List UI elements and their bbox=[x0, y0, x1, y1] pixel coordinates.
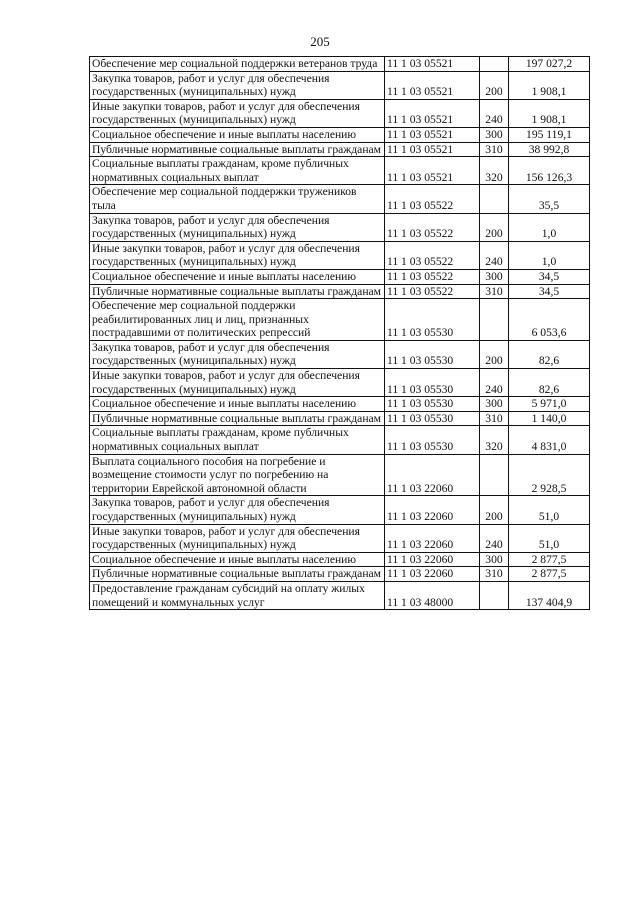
row-name-cell: Выплата социального пособия на погребение и возмещение стоимости услуг по погребению на территории Еврейской автономной области bbox=[90, 454, 385, 496]
table-row bbox=[90, 71, 590, 99]
row-name-cell: Обеспечение мер социальной поддержки реабилитированных лиц и лиц, признанных пострадавшими от политических репрессий bbox=[90, 299, 385, 341]
row-sum-cell: 1 908,1 bbox=[509, 71, 590, 99]
row-expense-type-cell: 300 bbox=[480, 127, 509, 142]
table-row bbox=[90, 157, 590, 185]
row-expense-type-cell: 200 bbox=[480, 496, 509, 524]
budget-table bbox=[89, 56, 590, 610]
row-expense-type-cell: 200 bbox=[480, 71, 509, 99]
table-row bbox=[90, 426, 590, 454]
row-name-cell: Иные закупки товаров, работ и услуг для обеспечения государственных (муниципальных) нужд bbox=[90, 241, 385, 269]
row-name-cell: Публичные нормативные социальные выплаты гражданам bbox=[90, 284, 385, 299]
row-sum-cell: 195 119,1 bbox=[509, 127, 590, 142]
row-expense-type-cell: 310 bbox=[480, 284, 509, 299]
row-expense-type-cell: 310 bbox=[480, 567, 509, 582]
row-name-cell: Публичные нормативные социальные выплаты гражданам bbox=[90, 567, 385, 582]
table-row bbox=[90, 99, 590, 127]
row-sum-cell: 34,5 bbox=[509, 269, 590, 284]
row-name-cell: Публичные нормативные социальные выплаты гражданам bbox=[90, 142, 385, 157]
row-name-cell: Публичные нормативные социальные выплаты гражданам bbox=[90, 411, 385, 426]
row-code-cell: 11 1 03 05530 bbox=[385, 369, 480, 397]
row-expense-type-cell bbox=[480, 454, 509, 496]
row-code-cell: 11 1 03 22060 bbox=[385, 496, 480, 524]
row-expense-type-cell: 310 bbox=[480, 142, 509, 157]
row-name-cell: Иные закупки товаров, работ и услуг для обеспечения государственных (муниципальных) нужд bbox=[90, 369, 385, 397]
row-code-cell: 11 1 03 05530 bbox=[385, 426, 480, 454]
row-code-cell: 11 1 03 05522 bbox=[385, 185, 480, 213]
row-sum-cell: 82,6 bbox=[509, 340, 590, 368]
table-row bbox=[90, 185, 590, 213]
row-name-cell: Закупка товаров, работ и услуг для обеспечения государственных (муниципальных) нужд bbox=[90, 496, 385, 524]
table-row bbox=[90, 496, 590, 524]
row-code-cell: 11 1 03 48000 bbox=[385, 581, 480, 609]
row-name-cell: Предоставление гражданам субсидий на оплату жилых помещений и коммунальных услуг bbox=[90, 581, 385, 609]
row-sum-cell: 1 908,1 bbox=[509, 99, 590, 127]
table-row bbox=[90, 552, 590, 567]
row-code-cell: 11 1 03 05530 bbox=[385, 397, 480, 412]
table-row bbox=[90, 340, 590, 368]
row-sum-cell: 1,0 bbox=[509, 213, 590, 241]
row-sum-cell: 5 971,0 bbox=[509, 397, 590, 412]
table-row bbox=[90, 524, 590, 552]
table-row bbox=[90, 369, 590, 397]
table-row bbox=[90, 127, 590, 142]
row-name-cell: Закупка товаров, работ и услуг для обеспечения государственных (муниципальных) нужд bbox=[90, 213, 385, 241]
row-expense-type-cell bbox=[480, 185, 509, 213]
row-code-cell: 11 1 03 22060 bbox=[385, 552, 480, 567]
table-row bbox=[90, 299, 590, 341]
row-code-cell: 11 1 03 05522 bbox=[385, 269, 480, 284]
row-expense-type-cell: 240 bbox=[480, 241, 509, 269]
row-expense-type-cell: 240 bbox=[480, 524, 509, 552]
table-row bbox=[90, 284, 590, 299]
row-sum-cell: 35,5 bbox=[509, 185, 590, 213]
row-sum-cell: 137 404,9 bbox=[509, 581, 590, 609]
row-name-cell: Социальные выплаты гражданам, кроме публичных нормативных социальных выплат bbox=[90, 426, 385, 454]
row-name-cell: Иные закупки товаров, работ и услуг для обеспечения государственных (муниципальных) нужд bbox=[90, 99, 385, 127]
row-sum-cell: 34,5 bbox=[509, 284, 590, 299]
table-row bbox=[90, 411, 590, 426]
row-sum-cell: 1,0 bbox=[509, 241, 590, 269]
row-sum-cell: 38 992,8 bbox=[509, 142, 590, 157]
row-name-cell: Социальное обеспечение и иные выплаты населению bbox=[90, 397, 385, 412]
row-code-cell: 11 1 03 22060 bbox=[385, 454, 480, 496]
row-sum-cell: 51,0 bbox=[509, 524, 590, 552]
row-expense-type-cell: 300 bbox=[480, 552, 509, 567]
row-code-cell: 11 1 03 05521 bbox=[385, 71, 480, 99]
row-sum-cell: 4 831,0 bbox=[509, 426, 590, 454]
row-code-cell: 11 1 03 22060 bbox=[385, 567, 480, 582]
row-code-cell: 11 1 03 05530 bbox=[385, 340, 480, 368]
row-sum-cell: 2 877,5 bbox=[509, 567, 590, 582]
row-sum-cell: 2 928,5 bbox=[509, 454, 590, 496]
row-name-cell: Обеспечение мер социальной поддержки ветеранов труда bbox=[90, 57, 385, 72]
row-name-cell: Социальное обеспечение и иные выплаты населению bbox=[90, 127, 385, 142]
table-row bbox=[90, 241, 590, 269]
row-sum-cell: 156 126,3 bbox=[509, 157, 590, 185]
table-row bbox=[90, 269, 590, 284]
row-expense-type-cell bbox=[480, 299, 509, 341]
budget-table-body bbox=[90, 57, 590, 610]
row-code-cell: 11 1 03 05530 bbox=[385, 299, 480, 341]
row-code-cell: 11 1 03 05521 bbox=[385, 99, 480, 127]
table-row bbox=[90, 57, 590, 72]
row-expense-type-cell: 320 bbox=[480, 426, 509, 454]
table-row bbox=[90, 142, 590, 157]
page-number: 205 bbox=[310, 34, 330, 49]
row-expense-type-cell bbox=[480, 57, 509, 72]
row-name-cell: Закупка товаров, работ и услуг для обеспечения государственных (муниципальных) нужд bbox=[90, 71, 385, 99]
row-expense-type-cell bbox=[480, 581, 509, 609]
row-code-cell: 11 1 03 05521 bbox=[385, 57, 480, 72]
row-expense-type-cell: 240 bbox=[480, 369, 509, 397]
row-expense-type-cell: 320 bbox=[480, 157, 509, 185]
row-name-cell: Социальные выплаты гражданам, кроме публичных нормативных социальных выплат bbox=[90, 157, 385, 185]
row-name-cell: Закупка товаров, работ и услуг для обеспечения государственных (муниципальных) нужд bbox=[90, 340, 385, 368]
table-row bbox=[90, 454, 590, 496]
row-name-cell: Социальное обеспечение и иные выплаты населению bbox=[90, 552, 385, 567]
row-sum-cell: 6 053,6 bbox=[509, 299, 590, 341]
table-row bbox=[90, 397, 590, 412]
row-code-cell: 11 1 03 05521 bbox=[385, 157, 480, 185]
row-code-cell: 11 1 03 05522 bbox=[385, 213, 480, 241]
row-sum-cell: 82,6 bbox=[509, 369, 590, 397]
row-expense-type-cell: 300 bbox=[480, 269, 509, 284]
table-row bbox=[90, 581, 590, 609]
row-name-cell: Социальное обеспечение и иные выплаты населению bbox=[90, 269, 385, 284]
row-sum-cell: 1 140,0 bbox=[509, 411, 590, 426]
row-expense-type-cell: 200 bbox=[480, 213, 509, 241]
row-expense-type-cell: 240 bbox=[480, 99, 509, 127]
row-sum-cell: 2 877,5 bbox=[509, 552, 590, 567]
table-row bbox=[90, 567, 590, 582]
row-expense-type-cell: 300 bbox=[480, 397, 509, 412]
row-code-cell: 11 1 03 05522 bbox=[385, 241, 480, 269]
row-code-cell: 11 1 03 05521 bbox=[385, 142, 480, 157]
row-sum-cell: 51,0 bbox=[509, 496, 590, 524]
row-name-cell: Обеспечение мер социальной поддержки тружеников тыла bbox=[90, 185, 385, 213]
row-code-cell: 11 1 03 05521 bbox=[385, 127, 480, 142]
row-code-cell: 11 1 03 05522 bbox=[385, 284, 480, 299]
row-name-cell: Иные закупки товаров, работ и услуг для обеспечения государственных (муниципальных) нужд bbox=[90, 524, 385, 552]
row-code-cell: 11 1 03 22060 bbox=[385, 524, 480, 552]
row-code-cell: 11 1 03 05530 bbox=[385, 411, 480, 426]
row-sum-cell: 197 027,2 bbox=[509, 57, 590, 72]
row-expense-type-cell: 310 bbox=[480, 411, 509, 426]
row-expense-type-cell: 200 bbox=[480, 340, 509, 368]
table-row bbox=[90, 213, 590, 241]
